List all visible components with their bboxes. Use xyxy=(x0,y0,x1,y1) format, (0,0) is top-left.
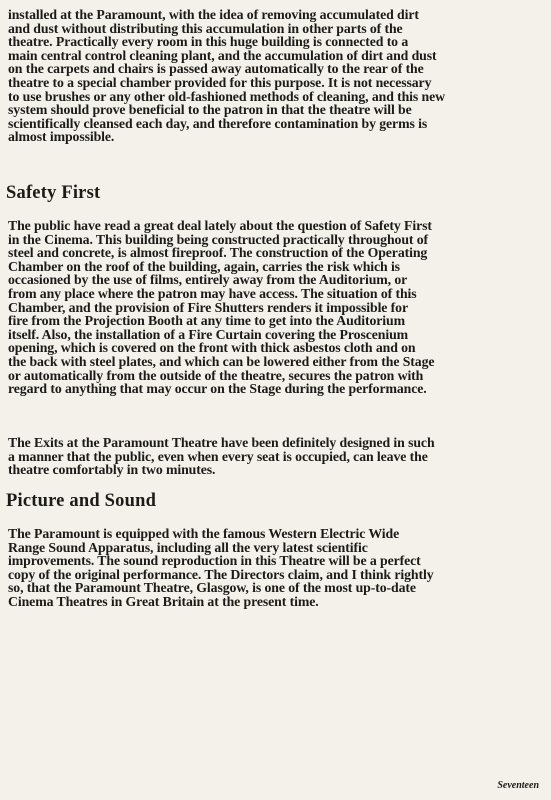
text-line: improvements. The sound reproduction in this Theatre will be a perfect xyxy=(8,553,421,569)
text-line: Chamber, and the provision of Fire Shutters renders it impossible for xyxy=(8,299,408,315)
text-line: Range Sound Apparatus, including all the very latest scientific xyxy=(8,539,368,555)
text-line: to use brushes or any other old-fashioned methods of cleaning, and this new xyxy=(8,88,445,104)
text-line: or automatically from the outside of the theatre, secures the patron with xyxy=(8,367,424,383)
text-line: occasioned by the use of films, entirely away from the Auditorium, or xyxy=(8,272,408,288)
text-line: the back with steel plates, and which can be lowered either from the Stage xyxy=(8,353,435,369)
text-line: from any place where the patron may have access. The situation of this xyxy=(8,285,417,301)
paragraph-intro xyxy=(8,8,528,144)
text-line: The Paramount is equipped with the famous Western Electric Wide xyxy=(8,526,400,541)
text-line: and dust without distributing this accumulation in other parts of the xyxy=(8,20,403,36)
text-line: main central control cleaning plant, and the accumulation of dirt and dust xyxy=(8,47,437,63)
text-line: almost impossible. xyxy=(8,129,115,145)
heading-safety-first: Safety First xyxy=(6,183,101,203)
text-line: so, that the Paramount Theatre, Glasgow, is one of the most up-to-date xyxy=(8,580,416,596)
text-line: steel and concrete, is almost fireproof. The construction of the Operating xyxy=(8,245,428,261)
text-line: theatre. Practically every room in this huge building is connected to a xyxy=(8,34,409,50)
text-line: regard to anything that may occur on the Stage during the performance. xyxy=(8,381,427,397)
text-line: The Exits at the Paramount Theatre have been definitely designed in such xyxy=(8,435,435,450)
text-line: fire from the Projection Booth at any time to get into the Auditorium xyxy=(8,313,405,329)
text-line: system should prove beneficial to the patron in that the theatre will be xyxy=(8,102,412,118)
text-line: The public have read a great deal lately about the question of Safety First xyxy=(8,218,432,233)
text-line: a manner that the public, even when every seat is occupied, can leave the xyxy=(8,448,428,464)
paragraph-safety-first xyxy=(8,219,528,396)
text-line: in the Cinema. This building being constructed practically throughout of xyxy=(8,231,429,247)
text-line: Chamber on the roof of the building, again, carries the risk which is xyxy=(8,258,400,274)
text-line: scientifically cleansed each day, and therefore contamination by germs is xyxy=(8,115,428,131)
text-line: copy of the original performance. The Directors claim, and I think rightly xyxy=(8,566,434,582)
paragraph-exits xyxy=(8,436,528,477)
text-line: theatre comfortably in two minutes. xyxy=(8,462,216,478)
text-line: Cinema Theatres in Great Britain at the present time. xyxy=(8,593,319,609)
paragraph-picture-and-sound xyxy=(8,527,528,609)
heading-picture-and-sound: Picture and Sound xyxy=(6,491,157,511)
text-line: itself. Also, the installation of a Fire Curtain covering the Proscenium xyxy=(8,326,409,342)
text-line: opening, which is covered on the front with thick asbestos cloth and on xyxy=(8,340,416,356)
page-number: Seventeen xyxy=(497,780,539,791)
text-line: theatre to a special chamber provided for this purpose. It is not necessary xyxy=(8,74,432,90)
text-line: on the carpets and chairs is passed away automatically to the rear of the xyxy=(8,61,424,77)
text-line: installed at the Paramount, with the idea of removing accumulated dirt xyxy=(8,7,419,22)
